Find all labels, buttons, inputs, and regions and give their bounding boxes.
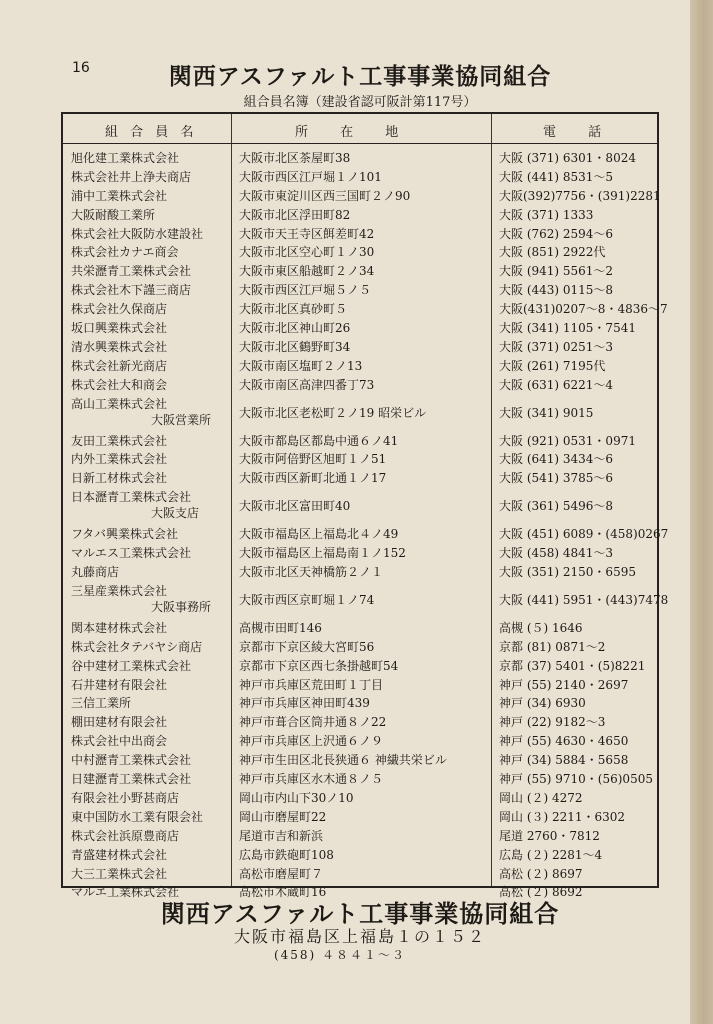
member-phone: 大阪 (341) 9015 xyxy=(499,405,594,420)
member-address: 大阪市北区鶴野町34 xyxy=(239,339,351,354)
table-row xyxy=(63,807,657,826)
member-name: 棚田建材有限会社 xyxy=(71,715,168,730)
member-name xyxy=(71,582,231,615)
member-address: 大阪市北区神山町26 xyxy=(239,321,351,336)
member-name: 株式会社カナエ商会 xyxy=(71,245,179,260)
page-number: 16 xyxy=(72,60,90,76)
member-branch: 大阪営業所 xyxy=(151,412,212,427)
member-name: フタバ興業株式会社 xyxy=(71,527,179,542)
member-name: 株式会社井上浄夫商店 xyxy=(71,169,192,184)
table-row xyxy=(63,788,657,807)
member-table xyxy=(61,112,669,900)
table-row xyxy=(63,318,657,337)
member-address: 京都市下京区綾大宮町56 xyxy=(239,639,375,654)
member-address: 神戸市生田区北長狭通６ 神繊共栄ビル xyxy=(239,753,447,768)
member-address: 尾道市吉和新浜 xyxy=(239,828,324,843)
member-name: 坂口興業株式会社 xyxy=(71,321,168,336)
member-phone: 大阪 (458) 4841～3 xyxy=(499,546,614,561)
table-row xyxy=(63,750,657,769)
member-name: 浦中工業株式会社 xyxy=(71,188,168,203)
member-address: 大阪市北区真砂町５ xyxy=(239,302,348,317)
member-phone: 高松 (２) 8692 xyxy=(499,885,583,900)
table-row xyxy=(63,656,657,675)
member-name: 丸藤商店 xyxy=(71,565,120,580)
member-address: 岡山市磨屋町22 xyxy=(239,809,327,824)
member-phone: 大阪 (921) 0531・0971 xyxy=(499,433,636,448)
page-edge xyxy=(690,0,713,1024)
member-address: 大阪市西区新町北通１ノ17 xyxy=(239,471,387,486)
footer-title: 関西アスファルト工事事業協同組合 xyxy=(160,900,560,928)
member-name: 友田工業株式会社 xyxy=(71,433,168,448)
footer-address: 大阪市福島区上福島１の１５２ xyxy=(233,927,486,946)
table-row xyxy=(63,693,657,712)
member-phone: 神戸 (34) 6930 xyxy=(499,696,586,711)
member-name xyxy=(71,488,231,521)
table-row xyxy=(63,864,657,883)
member-phone: 大阪 (351) 2150・6595 xyxy=(499,565,636,580)
table-row xyxy=(63,224,657,243)
member-phone: 京都 (37) 5401・(5)8221 xyxy=(499,658,646,673)
table-row xyxy=(63,731,657,750)
page-title: 関西アスファルト工事事業協同組合 xyxy=(168,64,552,90)
table-row xyxy=(63,299,668,318)
member-name: 関本建材株式会社 xyxy=(71,620,168,635)
member-address: 大阪市天王寺区餌差町42 xyxy=(239,226,375,241)
member-address: 大阪市都島区都島中通６ノ41 xyxy=(239,433,399,448)
member-address: 高槻市田町146 xyxy=(239,620,322,635)
member-phone: 大阪 (261) 7195代 xyxy=(499,358,606,373)
table-row xyxy=(63,205,657,224)
table-row xyxy=(63,845,657,864)
member-name: 株式会社大阪防水建設社 xyxy=(71,226,204,241)
member-phone: 大阪(392)7756・(391)2281 xyxy=(499,188,661,203)
member-name: 日新工材株式会社 xyxy=(71,471,168,486)
member-phone: 大阪 (441) 5951・(443)7478 xyxy=(499,592,669,607)
member-name: 有限会社小野甚商店 xyxy=(71,790,180,805)
member-phone: 大阪 (361) 5496～8 xyxy=(499,499,614,514)
member-phone: 神戸 (55) 2140・2697 xyxy=(499,677,629,692)
member-phone: 京都 (81) 0871～2 xyxy=(499,639,606,654)
member-name: 株式会社木下謹三商店 xyxy=(71,283,192,298)
member-phone: 神戸 (55) 9710・(56)0505 xyxy=(499,772,653,787)
member-phone: 神戸 (34) 5884・5658 xyxy=(499,753,629,768)
member-address: 大阪市西区江戸堀５ノ５ xyxy=(239,283,372,298)
member-name: 石井建材有限会社 xyxy=(71,677,168,692)
member-phone: 大阪 (541) 3785～6 xyxy=(499,471,614,486)
member-address: 大阪市福島区上福島北４ノ49 xyxy=(239,527,399,542)
member-address: 神戸市兵庫区神田町439 xyxy=(239,696,370,711)
table-row xyxy=(63,769,657,788)
table-row xyxy=(63,186,661,205)
table-row xyxy=(63,431,657,450)
member-phone: 大阪 (631) 6221～4 xyxy=(499,377,614,392)
member-name: 株式会社タテバヤシ商店 xyxy=(71,639,203,654)
member-phone: 神戸 (22) 9182～3 xyxy=(499,715,606,730)
member-name: 内外工業株式会社 xyxy=(71,452,168,467)
member-address: 大阪市東淀川区西三国町２ノ90 xyxy=(239,188,411,203)
member-address: 大阪市北区空心町１ノ30 xyxy=(239,245,375,260)
member-address: 神戸市兵庫区荒田町１丁目 xyxy=(239,677,384,692)
member-address: 大阪市西区京町堀１ノ74 xyxy=(239,592,375,607)
member-phone: 大阪 (762) 2594～6 xyxy=(499,226,614,241)
member-phone: 尾道 2760・7812 xyxy=(499,828,600,843)
member-address: 大阪市北区茶屋町38 xyxy=(239,151,351,165)
member-name: 株式会社浜原豊商店 xyxy=(71,828,180,843)
member-branch: 大阪支店 xyxy=(151,506,200,521)
member-phone: 大阪 (341) 1105・7541 xyxy=(499,321,636,336)
member-address: 神戸市兵庫区水木通８ノ５ xyxy=(239,772,384,787)
member-name xyxy=(71,395,231,428)
member-phone: 高松 (２) 8697 xyxy=(499,866,583,881)
member-name-line: 日本瀝青工業株式会社 xyxy=(71,490,192,505)
table-row xyxy=(63,826,657,845)
member-name: 株式会社中出商会 xyxy=(71,734,168,749)
member-name: 日建瀝青工業株式会社 xyxy=(71,772,192,787)
member-address: 大阪市南区塩町２ノ13 xyxy=(239,358,363,373)
member-phone: 大阪 (371) 0251～3 xyxy=(499,339,614,354)
member-name: 谷中建材工業株式会社 xyxy=(71,658,192,673)
table-row xyxy=(63,581,669,618)
table-row xyxy=(63,394,657,431)
member-address: 大阪市北区浮田町82 xyxy=(239,207,351,222)
member-phone: 高槻 (５) 1646 xyxy=(499,620,583,635)
member-phone: 大阪(431)0207～8・4836～7 xyxy=(499,302,668,317)
member-name: 青盛建材株式会社 xyxy=(71,847,168,862)
member-name-line: 三星産業株式会社 xyxy=(71,583,168,598)
table-body xyxy=(63,148,669,901)
member-name: マルエス工業株式会社 xyxy=(71,546,192,561)
header-member-name: 組 合 員 名 xyxy=(105,125,198,140)
member-name: 株式会社大和商会 xyxy=(71,377,168,392)
member-address: 大阪市阿倍野区旭町１ノ51 xyxy=(239,452,387,467)
table-row xyxy=(63,280,657,299)
table-row xyxy=(63,618,657,637)
table-row xyxy=(63,356,657,375)
table-row xyxy=(63,524,669,543)
table-row xyxy=(63,375,657,394)
member-address: 神戸市葺合区筒井通８ノ22 xyxy=(239,715,387,730)
table-row xyxy=(63,675,657,694)
member-phone: 大阪 (371) 6301・8024 xyxy=(499,151,636,165)
header-address: 所 在 地 xyxy=(295,125,413,140)
table-row xyxy=(63,337,657,356)
table-row xyxy=(63,167,657,186)
table-row xyxy=(63,637,657,656)
member-name: 共栄瀝青工業株式会社 xyxy=(71,264,192,279)
member-phone: 大阪 (851) 2922代 xyxy=(499,245,606,260)
member-name: 三信工業所 xyxy=(71,696,132,711)
table-row xyxy=(63,261,657,280)
member-branch: 大阪事務所 xyxy=(151,599,212,614)
member-address: 高松市木蔵町16 xyxy=(239,885,327,900)
member-address: 京都市下京区西七条掛越町54 xyxy=(239,658,399,673)
member-name-line: 高山工業株式会社 xyxy=(71,396,168,411)
table-row xyxy=(63,562,657,581)
table-header xyxy=(63,114,657,144)
member-name: 株式会社久保商店 xyxy=(71,302,168,317)
member-address: 大阪市北区天神橋筋２ノ１ xyxy=(239,565,384,580)
member-phone: 大阪 (441) 8531～5 xyxy=(499,169,614,184)
table-row xyxy=(63,487,657,524)
footer-phone: (458) ４８４１～３ xyxy=(273,948,407,962)
member-name: 大三工業株式会社 xyxy=(71,866,168,881)
member-address: 神戸市兵庫区上沢通６ノ９ xyxy=(239,734,384,749)
member-phone: 大阪 (451) 6089・(458)0267 xyxy=(499,527,669,542)
table-row xyxy=(63,543,657,562)
table-row xyxy=(63,712,657,731)
member-address: 大阪市西区江戸堀１ノ101 xyxy=(239,169,382,184)
member-phone: 大阪 (443) 0115～8 xyxy=(499,283,614,298)
member-address: 大阪市東区船越町２ノ34 xyxy=(239,264,375,279)
page-subtitle: 組合員名簿（建設省認可阪計第117号） xyxy=(243,95,477,110)
member-name: 中村瀝青工業株式会社 xyxy=(71,753,192,768)
member-phone: 岡山 (２) 4272 xyxy=(499,790,583,805)
table-row xyxy=(63,242,657,261)
member-phone: 広島 (２) 2281～4 xyxy=(499,847,603,862)
member-phone: 大阪 (371) 1333 xyxy=(499,207,594,222)
member-name: 東中国防水工業有限会社 xyxy=(71,809,204,824)
member-name: 清水興業株式会社 xyxy=(71,339,168,354)
header-phone: 電 話 xyxy=(543,125,616,140)
member-phone: 大阪 (641) 3434～6 xyxy=(499,452,614,467)
member-address: 大阪市福島区上福島南１ノ152 xyxy=(239,546,406,561)
member-name: マルエ工業株式会社 xyxy=(71,885,180,900)
member-name: 旭化建工業株式会社 xyxy=(71,151,180,165)
member-phone: 大阪 (941) 5561～2 xyxy=(499,264,614,279)
member-name: 大阪耐酸工業所 xyxy=(71,207,156,222)
member-phone: 神戸 (55) 4630・4650 xyxy=(499,734,629,749)
member-address: 岡山市内山下30ノ10 xyxy=(239,790,354,805)
member-address: 大阪市北区老松町２ノ19 昭栄ビル xyxy=(239,405,427,420)
member-name: 株式会社新光商店 xyxy=(71,358,168,373)
member-address: 高松市磨屋町７ xyxy=(239,866,324,881)
table-row xyxy=(63,148,657,167)
table-row xyxy=(63,468,657,487)
member-address: 広島市鉄砲町108 xyxy=(239,847,334,862)
member-phone: 岡山 (３) 2211・6302 xyxy=(499,809,626,824)
table-row xyxy=(63,449,657,468)
member-address: 大阪市北区富田町40 xyxy=(239,499,351,514)
member-address: 大阪市南区高津四番丁73 xyxy=(239,377,375,392)
